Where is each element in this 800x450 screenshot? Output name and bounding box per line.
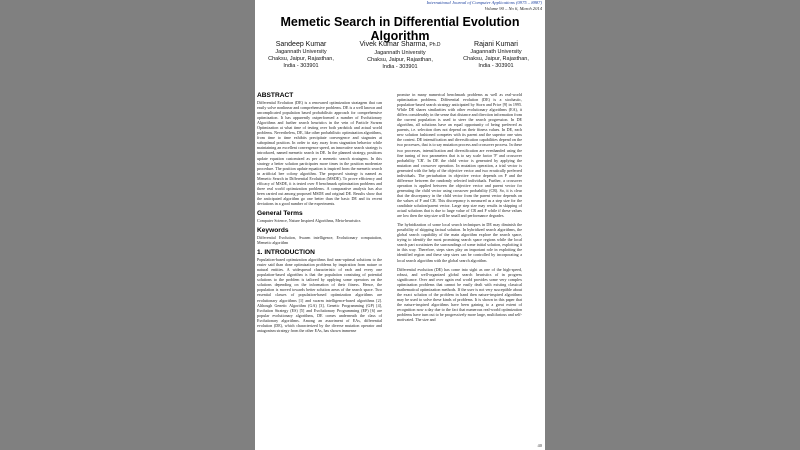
paper-title: Memetic Search in Differential Evolution Algorithm	[280, 15, 520, 43]
right-column	[397, 92, 522, 326]
abstract-text: Differential Evolution (DE) is a renowned optimization stratagem that can easily solve nonlinear and comprehensive problems. DE is a well known and uncomplicated population based probabilistic approach for comprehensive optimization. It has apparently outperformed a number of Evolutionary Algorithms and further search heuristics in the vein of Particle Swarm Optimization at what time of testing over both yardstick and actual world problems. Nevertheless, DE, like other probabilistic optimization algorithms, from time to time exhibits precipitate convergence and stagnates at suboptimal position. In order to stay away from stagnation behavior while maintaining an excellent convergence speed, an innovative search strategy is introduced, named memetic search in DE. In the planned strategy, positions update equation customized as per a memetic search stratagem. In this strategy a better solution participates more times in the position modernize procedure. The position update equation is inspired from the memetic search in artificial bee colony algorithm. The proposed strategy is named as Memetic Search in Differential Evolution (MSDE). To prove efficiency and efficacy of MSDE, it is tested over 8 benchmark optimization problems and three real world optimization problems. A comparative analysis has also been carried out among proposed MSDE and original DE. Results show that the anticipated algorithm go one better than the basic DE and its recent deviations in a good number of the experiments.	[257, 100, 382, 206]
introduction-text: Population-based optimization algorithms find near-optimal solutions to the easier said than done optimization problems by inspiration from nature or natural entities. A widespread characteristic of each and every one population-based algorithm is that the population consisting of potential solutions to the problem is tailored by applying some operators on the solutions depending on the information of their fitness. Hence, the population is moved towards better solution areas of the search space. Two essential classes of population-based optimization algorithms are evolutionary algorithms [1] and swarm intelligence-based algorithms [2]. Although Genetic Algorithm (GA) [3], Genetic Programming (GP) [4], Evolution Strategy (ES) [5] and Evolutionary Programming (EP) [6] are popular evolutionary algorithms, DE comes underneath the class of Evolutionary algorithms. Among an assortment of EAs, differential evolution (DE), which characterized by the diverse mutation operator and antagonism strategy from the other EAs, has shown immense	[257, 257, 382, 333]
page-number: 40	[537, 443, 542, 448]
general-terms-text: Computer Science, Nature Inspired Algorithms, Meta-heuristics	[257, 217, 361, 223]
author-block-1	[255, 40, 349, 71]
author-pin: India - 303901	[382, 64, 418, 71]
journal-header	[427, 0, 542, 12]
body-paragraph-1: promise in many numerical benchmark problems as well as real-world optimization problems. Differential evolution (DE) is a stochastic, population-based search strategy anticipated by Storn and Price [9] in 1995. While DE shares similarities with other evolutionary algorithms (EA), it differs considerably in the sense that distance and direction information from the current population is used to steer the search progression. In DE algorithm, all solutions have an equal opportunity of being preferred as parents, i.e. selection does not depend on their fitness values. In DE, each new solution fashioned competes with its parent and the superior one wins the contest. DE intensification and diversification capabilities depend on the two processes, that is to say mutation process and crossover process. In these two processes, intensification and diversification are evenhanded using the fine tuning of two parameters that is to say scale factor 'F' and crossover probability 'CR'. In DE the child vector is generated by applying the mutation and crossover operation. In mutation operation, a trial vector is generated with the help of the objective vector and two erratically preferred individuals. The perturbation in objective vector depends on F and the difference between the randomly selected individuals. Further, a crossover operation is applied between the objective vector and parent vector for generating the child vector using crossover probability (CR). So, it is clear that the discrepancy in the child vector from the parent vector depends on the values of F and CR. This discrepancy is measured as a step size for the candidate solution/parent vector. Large step size may results in skipping of actual solutions that is due to large value of CR and F while if these values are low then the step size will be small and performance degrades.	[397, 92, 522, 219]
abstract-heading: ABSTRACT	[257, 92, 294, 99]
journal-name: International Journal of Computer Applications (0975 – 8887)	[426, 0, 542, 5]
author-affiliation: Jagannath University	[470, 49, 522, 55]
journal-volume: Volume 90 – No 6, March 2014	[484, 6, 542, 11]
keywords-heading: Keywords	[257, 227, 289, 235]
author-name: Rajani Kumari	[474, 41, 518, 48]
keywords-text: Differential Evolution, Swarm intelligence, Evolutionary computation, Memetic algorithm	[257, 235, 382, 246]
introduction-heading: 1. INTRODUCTION	[257, 249, 315, 257]
body-paragraph-2: The hybridization of some local search techniques in DE may diminish the possibility of skipping factual solution. In hybridized search algorithms, the global search capability of the main algorithm explore the search space, trying to identify the most promising search space regions while the local search part scrutinizes the surroundings of some initial solution, exploiting it in this way. Therefore, steps sizes play an important role in exploiting the identified region and these step sizes can be controlled by incorporating a local search algorithm with the global search algorithm.	[397, 222, 522, 263]
author-city: Chaksu, Jaipur, Rajasthan,	[463, 56, 529, 63]
author-city: Chaksu, Jaipur, Rajasthan,	[268, 56, 334, 63]
paper-page	[255, 0, 545, 450]
left-column	[257, 92, 382, 337]
author-pin: India - 303901	[478, 63, 514, 70]
author-pin: India - 303901	[283, 63, 319, 70]
body-paragraph-3: Differential evolution (DE) has come into sight as one of the high-speed, robust, and well-organized global search heuristics of in progress significance. Over and over again real world provides some very complex optimization problems that cannot be easily dealt with existing classical mathematical optimization methods. If the user is not very susceptible about the exact solution of the problem in hand then nature-inspired algorithms may be used to solve these kinds of problems. It is shown in this paper that the nature-inspired algorithms have been gaining to a great extent of recognition now a day due to the fact that numerous real-world optimization problems have turn out to be progressively more large, multifarious and self-motivated. The size and	[397, 266, 522, 323]
author-degree: Ph.D	[429, 42, 441, 48]
author-name: Vivek Kumar Sharma,	[359, 41, 428, 48]
author-affiliation: Jagannath University	[374, 50, 426, 56]
author-block-3	[448, 40, 544, 71]
author-name-line	[352, 40, 448, 50]
author-city: Chaksu, Jaipur, Rajasthan,	[367, 57, 433, 64]
author-name: Sandeep Kumar	[275, 41, 327, 48]
author-affiliation: Jagannath University	[275, 49, 327, 55]
author-block-2	[352, 40, 448, 72]
general-terms-heading: General Terms	[257, 209, 303, 217]
